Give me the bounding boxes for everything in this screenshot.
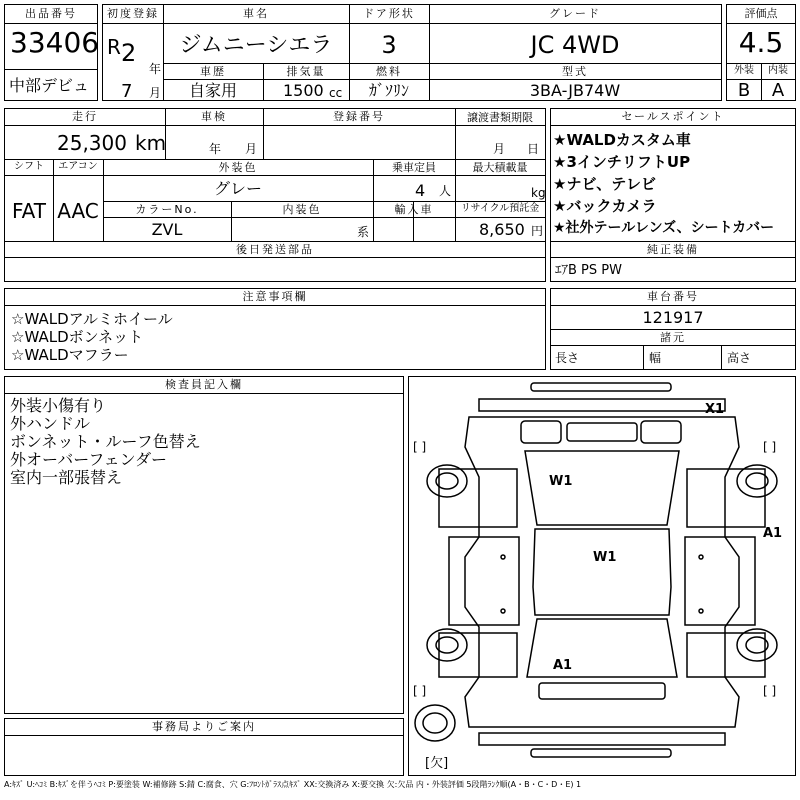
dims-label: 諸元 [660, 331, 686, 344]
inspector-note: 室内一部張替え [10, 468, 123, 487]
inspector-label: 検査員記入欄 [165, 378, 243, 391]
inspector-note: 外ハンドル [10, 414, 91, 433]
notes-label: 注意事項欄 [242, 290, 308, 303]
inspector-notes [10, 397, 201, 487]
front-panel-shape [479, 399, 725, 411]
sales-point: ★3インチリフトUP [553, 153, 691, 171]
model-label: 型式 [562, 65, 588, 78]
car-name-label: 車名 [243, 7, 269, 20]
bracket-left-top: [ ] [413, 440, 427, 454]
right-front-fender-shape [687, 469, 765, 527]
color-label: 外装色 [218, 161, 258, 174]
headlight-right-shape [641, 421, 681, 443]
year-unit: 年 [149, 62, 162, 76]
recycle-fee: 8,650 [479, 220, 525, 239]
right-rear-fender-shape [687, 633, 765, 677]
damage-mark-w1-roof: W1 [593, 550, 617, 565]
int-color-unit: 系 [357, 225, 370, 239]
first-reg-label: 初度登録 [107, 7, 159, 20]
missing-spare-mark: [欠] [425, 756, 449, 771]
note-item: ☆WALDマフラー [11, 346, 129, 364]
notes-list [11, 310, 173, 364]
damage-mark-a1-side: A1 [763, 526, 783, 541]
equipment-value: ｴｱB PS PW [555, 263, 622, 278]
bracket-right-top: [ ] [763, 440, 777, 454]
mileage: 25,300 [57, 131, 127, 155]
sales-point: ★WALDカスタム車 [553, 131, 691, 149]
spare-tire-inner-shape [423, 713, 447, 733]
recycle-label: リサイクル預託金 [460, 203, 540, 214]
bracket-right-bottom: [ ] [763, 684, 777, 698]
handle-mark-shape [501, 555, 505, 559]
equipment-label: 純正装備 [647, 243, 699, 256]
inspector-note: 外オーバーフェンダー [10, 450, 167, 469]
debut-label: 中部デビュ [9, 76, 90, 95]
door-label: ドア形状 [363, 7, 415, 20]
grade-label: グレード [549, 7, 601, 20]
shift: FAT [11, 199, 46, 223]
grade: JC 4WD [530, 31, 620, 59]
roof-shape [533, 529, 671, 615]
transfer-month-unit: 月 [493, 142, 506, 156]
inspection-label: 車検 [201, 110, 227, 123]
color-no: ZVL [151, 220, 183, 239]
door-count: 3 [381, 31, 397, 59]
color-no-label: カラーNo. [135, 203, 199, 216]
interior-grade: A [771, 80, 785, 101]
sales-point: ★ナビ、テレビ [553, 175, 656, 193]
capacity-label: 乗車定員 [392, 161, 436, 174]
lot-number: 33406 [10, 26, 100, 59]
car-diagram-svg [409, 377, 795, 775]
bracket-left-bottom: [ ] [413, 684, 427, 698]
sales-points-box [550, 108, 796, 282]
handle-mark-shape [501, 609, 505, 613]
exterior-color: グレー [213, 179, 262, 198]
inspection-year-unit: 年 [209, 142, 222, 156]
legend: A:ｷｽﾞ U:ﾍｺﾐ B:ｷｽﾞを伴うﾍｺﾐ P:要塗装 W:補修跡 S:錆 C:腐食、穴 G:ﾌﾛﾝﾄｶﾞﾗｽ点ｷｽﾞ XX:交換済み X:要交換 欠:欠品 内・外装評価 5段階ﾗﾝｸ順(A・B・C・D・E) 1 [4, 780, 582, 789]
sales-point: ★バックカメラ [553, 197, 657, 215]
right-door-shape [685, 537, 755, 625]
wheel-front-left-shape [427, 465, 467, 497]
load-unit: kg [531, 186, 546, 200]
displacement-unit: cc [329, 86, 343, 100]
note-item: ☆WALDアルミホイール [11, 310, 173, 328]
note-item: ☆WALDボンネット [11, 328, 144, 346]
body-outline-shape [465, 417, 739, 727]
reg-year: 2 [121, 39, 137, 67]
inspector-note: 外装小傷有り [10, 396, 107, 415]
left-rear-fender-shape [439, 633, 517, 677]
int-color-label: 内装色 [282, 203, 322, 216]
length-label: 長さ [555, 351, 580, 365]
score-box [726, 4, 796, 101]
mileage-label: 走行 [72, 110, 98, 123]
exterior-label: 外装 [734, 65, 754, 76]
inspector-note: ボンネット・ルーフ色替え [10, 432, 201, 451]
left-front-fender-shape [439, 469, 517, 527]
left-door-shape [449, 537, 519, 625]
model: 3BA-JB74W [529, 81, 621, 100]
chassis-number: 121917 [642, 308, 704, 327]
fuel: ｶﾞｿﾘﾝ [368, 81, 409, 100]
grille-shape [567, 423, 637, 441]
front-bumper-shape [531, 383, 671, 391]
wheel-front-right-shape [737, 465, 777, 497]
import-label: 輸入車 [394, 203, 434, 216]
tailgate-shape [527, 619, 677, 677]
history-label: 車歴 [200, 65, 226, 78]
wheel-rear-left-shape [427, 629, 467, 661]
sales-points-label: セールスポイント [621, 110, 725, 123]
recycle-unit: 円 [531, 224, 544, 238]
ac: AAC [57, 199, 99, 223]
later-parts-label: 後日発送部品 [236, 243, 314, 256]
office-label: 事務局よりご案内 [152, 720, 256, 733]
notes-box [4, 288, 546, 370]
detail-box [4, 108, 546, 282]
fuel-label: 燃料 [376, 65, 402, 78]
lot-box [4, 4, 98, 101]
capacity-unit: 人 [439, 184, 452, 198]
displacement: 1500 [283, 81, 324, 100]
chassis-label: 車台番号 [647, 290, 699, 303]
width-label: 幅 [649, 351, 662, 365]
capacity: 4 [415, 181, 426, 200]
mileage-unit: km [135, 131, 167, 155]
rear-panel-shape [479, 733, 725, 745]
lot-label: 出品番号 [25, 7, 77, 20]
spec-box [102, 4, 722, 101]
rear-lamp-area-shape [539, 683, 665, 699]
history: 自家用 [188, 81, 237, 100]
inspector-box [4, 376, 404, 714]
chassis-box [550, 288, 796, 370]
damage-mark-x1: X1 [705, 402, 725, 417]
transfer-label: 譲渡書類期限 [467, 111, 533, 124]
month-unit: 月 [149, 86, 162, 100]
transfer-day-unit: 日 [527, 142, 540, 156]
headlight-left-shape [521, 421, 561, 443]
wheel-rear-right-shape [737, 629, 777, 661]
rear-bumper-shape [531, 749, 671, 757]
height-label: 高さ [727, 351, 752, 365]
shift-label: シフト [14, 161, 44, 172]
reg-month: 7 [121, 81, 133, 102]
score: 4.5 [738, 26, 784, 59]
sales-points-list [553, 129, 774, 239]
office-box [4, 718, 404, 776]
spare-tire-shape [415, 705, 455, 741]
handle-mark-shape [699, 609, 703, 613]
interior-label: 内装 [768, 65, 788, 76]
damage-mark-a1-rear: A1 [553, 658, 573, 673]
damage-mark-w1-hood: W1 [549, 474, 573, 489]
car-name: ジムニーシエラ [179, 33, 333, 58]
inspection-month-unit: 月 [245, 142, 258, 156]
displacement-label: 排気量 [286, 65, 326, 78]
era: R [107, 35, 121, 59]
load-label: 最大積載量 [472, 161, 528, 174]
ac-label: エアコン [58, 161, 98, 172]
handle-mark-shape [699, 555, 703, 559]
car-diagram [408, 376, 796, 776]
reg-number-label: 登録番号 [333, 110, 385, 123]
score-label: 評価点 [744, 7, 778, 20]
exterior-grade: B [737, 80, 751, 101]
sales-point: ★社外テールレンズ、シートカバー [553, 220, 775, 236]
